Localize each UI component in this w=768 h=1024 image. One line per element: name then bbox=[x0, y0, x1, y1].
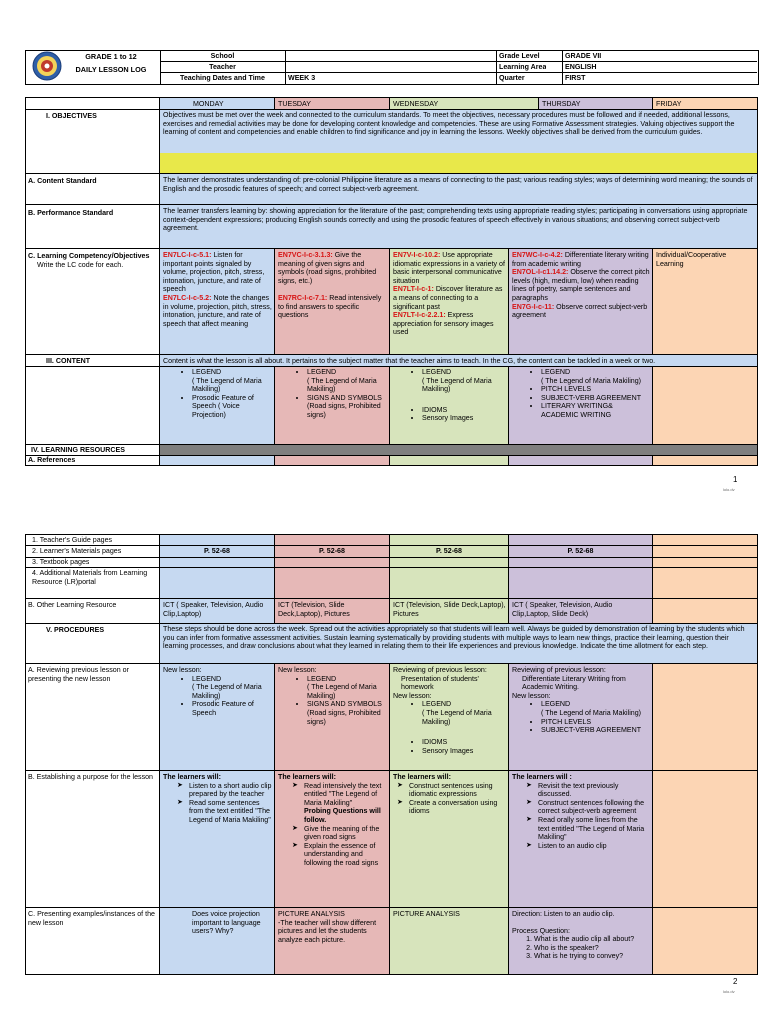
a-item: • Prosodic Feature of Speech bbox=[192, 700, 273, 717]
c-head: PICTURE ANALYSIS bbox=[278, 910, 345, 918]
page-number-2: 2 bbox=[733, 978, 738, 986]
b-monday bbox=[163, 773, 273, 825]
content-item: • PITCH LEVELS bbox=[541, 385, 651, 394]
lm-pages-mon: P. 52-68 bbox=[204, 547, 230, 555]
lc-text: Differentiate literary writing from academic writing bbox=[512, 251, 649, 268]
lc-label: C. Learning Competency/Objectives bbox=[28, 252, 150, 260]
a-review: Presentation of students' homework bbox=[401, 674, 479, 692]
content-item: • Prosodic Feature of Speech ( Voice Projection) bbox=[192, 394, 273, 420]
content-item: • LEGEND bbox=[541, 368, 651, 377]
content-item: ( The Legend of Maria Makiling) bbox=[422, 376, 492, 394]
objectives-label: I. OBJECTIVES bbox=[46, 112, 97, 120]
content-item: ( The Legend of Maria Makiling) bbox=[192, 376, 262, 394]
lc-code: EN7WC-I-c-4.2: bbox=[512, 251, 563, 259]
olr-thu: ICT ( Speaker, Television, Audio Clip,Laptop, Slide Deck) bbox=[512, 601, 613, 618]
objectives-text: Objectives must be met over the week and connected to the curriculum standards. To meet the objectives, necessary procedures must be followed and if needed, additional lessons, exercises and remedial activities may be done for developing content knowledge and competencies. These are using Formative Assessment strategies. Valuing objectives support the learning of content and competencies and enable children to find significance and joy in learning the lessons. Weekly objectives shall be derived from the curriculum guides. bbox=[163, 111, 735, 137]
a-item: • Sensory Images bbox=[422, 747, 507, 756]
page-footer-1: lolo.dv bbox=[723, 487, 735, 492]
proc-label: V. PROCEDURES bbox=[46, 626, 105, 634]
lc-text: Use appropriate idiomatic expressions in a variety of basic interpersonal communicative situation bbox=[393, 251, 505, 285]
b-head: The learners will: bbox=[393, 773, 451, 781]
a-wednesday bbox=[393, 666, 507, 755]
tb-label: 3. Textbook pages bbox=[32, 558, 90, 566]
tg-label: 1. Teacher's Guide pages bbox=[32, 536, 113, 544]
lc-monday bbox=[163, 251, 273, 354]
a-head: Reviewing of previous lesson: bbox=[393, 666, 487, 674]
content-item: • SUBJECT-VERB AGREEMENT bbox=[541, 394, 651, 403]
b-item: ➤ Give the meaning of the given road signs bbox=[292, 825, 388, 842]
dates-label: Teaching Dates and Time bbox=[180, 74, 265, 82]
b-item: ➤ Construct sentences following the correct subject-verb agreement bbox=[526, 799, 651, 816]
page-number-1: 1 bbox=[733, 476, 738, 484]
day-thursday: THURSDAY bbox=[542, 100, 581, 108]
content-item: • LEGEND bbox=[192, 368, 273, 377]
content-item: • LITERARY WRITING& ACADEMIC WRITING bbox=[541, 402, 651, 419]
content-item: • Sensory Images bbox=[422, 414, 507, 423]
a-item: • SIGNS AND SYMBOLS (Road signs, Prohibited signs) bbox=[307, 700, 388, 726]
a-item: • LEGEND bbox=[307, 675, 388, 684]
header-title-1: GRADE 1 to 12 bbox=[85, 53, 137, 61]
teacher-label: Teacher bbox=[209, 63, 236, 71]
lc-tuesday bbox=[278, 251, 388, 354]
content-tuesday bbox=[278, 368, 388, 444]
lm-pages-wed: P. 52-68 bbox=[436, 547, 462, 555]
b-item: ➤ Read intensively the text entitled "The Legend of Maria Makiling" bbox=[292, 782, 388, 808]
lc-text: Observe the correct pitch levels (high, medium, low) when reading lines of poetry, sample sentences and paragraphs bbox=[512, 268, 650, 302]
lc-code: EN7LT-I-c-2.2.1: bbox=[393, 311, 446, 320]
yellow-band bbox=[160, 153, 757, 173]
b-item: ➤ Listen to an audio clip bbox=[526, 842, 651, 851]
a-head: New lesson: bbox=[278, 666, 317, 674]
day-tuesday: TUESDAY bbox=[278, 100, 311, 108]
content-item: • LEGEND bbox=[422, 368, 507, 377]
a-item: • LEGEND bbox=[192, 675, 273, 684]
b-item: ➤ Revisit the text previously discussed. bbox=[526, 782, 651, 799]
c-monday: Does voice projection important to language users? Why? bbox=[192, 910, 261, 936]
proc-text: These steps should be done across the week. Spread out the activities appropriately so that students will learn well. Always be guided by demonstration of learning by the students which you can infer from formative assessment activities. Sustain learning systematically by providing students with multiple ways to learn new things, practice their learning, question their learning processes, and draw conclusions about what they learned in relating them to their life experiences and previous knowledge. Indicate the time allotment for each step. bbox=[163, 625, 745, 651]
b-tuesday bbox=[278, 773, 388, 868]
content-std-text: The learner demonstrates understanding of: pre-colonial Philippine literature as a means of connecting to the past; various reading styles; ways of determining word meaning; the sounds of English and the prosodic features of speech; and correct subject-verb agreement. bbox=[163, 176, 753, 193]
c-label: C. Presenting examples/instances of the new lesson bbox=[28, 910, 155, 927]
content-item: ( The Legend of Maria Makiling) bbox=[541, 376, 642, 385]
c-tuesday bbox=[278, 910, 388, 944]
olr-tue: ICT (Television, Slide Deck,Laptop), Pictures bbox=[278, 601, 350, 618]
area-value: ENGLISH bbox=[565, 63, 597, 71]
b-head: The learners will: bbox=[163, 773, 221, 781]
lc-thursday bbox=[512, 251, 651, 354]
b-item: ➤ Explain the essence of understanding and following the road signs bbox=[292, 842, 388, 868]
lc-code: EN7RC-I-c-7.1: bbox=[278, 293, 328, 302]
lc-wednesday bbox=[393, 251, 507, 354]
header-title-2: DAILY LESSON LOG bbox=[75, 66, 147, 74]
perf-std-text: The learner transfers learning by: showing appreciation for the literature of the past; comprehending texts using appropriate reading styles; participating in conversations using appropriate context-dependent expressions; producing English sounds correctly and using the prosodic features of speech effectively in various situations; and observing correct subject-verb agreement. bbox=[163, 207, 748, 233]
lc-code: EN7V-I-c-10.2: bbox=[393, 251, 441, 259]
quarter-label: Quarter bbox=[499, 74, 525, 82]
lc-text: Note the changes in volume, projection, pitch, stress, intonation, juncture, and rate of speech that affect meaning bbox=[163, 293, 272, 328]
lc-text: Express appreciation for sensory images used bbox=[393, 311, 494, 337]
olr-wed: ICT (Television, Slide Deck,Laptop), Pictures bbox=[393, 601, 506, 618]
a-item: • LEGEND bbox=[422, 700, 507, 709]
b-head: The learners will: bbox=[278, 773, 336, 781]
c-process: Process Question: bbox=[512, 926, 570, 935]
b-item: ➤ Create a conversation using idioms bbox=[397, 799, 507, 816]
day-friday: FRIDAY bbox=[656, 100, 682, 108]
a-item: • PITCH LEVELS bbox=[541, 718, 651, 727]
content-thursday bbox=[512, 368, 651, 444]
resources-label: IV. LEARNING RESOURCES bbox=[31, 446, 125, 454]
a-item: ( The Legend of Maria Makiling) bbox=[541, 708, 642, 717]
a-item: • SUBJECT-VERB AGREEMENT bbox=[541, 726, 651, 735]
b-item: ➤ Construct sentences using idiomatic expressions bbox=[397, 782, 507, 799]
b-wednesday bbox=[393, 773, 507, 816]
page-footer-2: lolo.dv bbox=[723, 989, 735, 994]
content-item: ( The Legend of Maria Makiling) bbox=[307, 376, 377, 394]
a-head: New lesson: bbox=[512, 691, 551, 700]
a-monday bbox=[163, 666, 273, 718]
b-item: ➤ Read orally some lines from the text entitled "The Legend of Maria Makiling" bbox=[526, 816, 651, 842]
a-item: ( The Legend of Maria Makiling) bbox=[422, 708, 492, 726]
lc-sub-label: Write the LC code for each. bbox=[37, 261, 124, 269]
lc-code: EN7OL-I-c1.14.2: bbox=[512, 268, 569, 277]
dates-value: WEEK 3 bbox=[288, 74, 316, 82]
lc-text: Read intensively to find answers to specific questions bbox=[278, 293, 382, 320]
lm-pages-thu: P. 52-68 bbox=[567, 547, 594, 555]
olr-label: B. Other Learning Resource bbox=[28, 601, 117, 609]
a-item: • IDIOMS bbox=[422, 738, 507, 747]
lm-pages-tue: P. 52-68 bbox=[319, 547, 345, 555]
b-head: The learners will : bbox=[512, 773, 572, 781]
a-item: ( The Legend of Maria Makiling) bbox=[192, 683, 262, 700]
b-probe: Probing Questions will follow. bbox=[304, 807, 381, 824]
lc-code: EN7VC-I-c-3.1.3: bbox=[278, 251, 333, 259]
a-thursday bbox=[512, 666, 651, 735]
a-item: • LEGEND bbox=[541, 700, 651, 709]
grade-label: Grade Level bbox=[499, 52, 540, 60]
olr-mon: ICT ( Speaker, Television, Audio Clip,Laptop) bbox=[163, 601, 264, 618]
content-label: III. CONTENT bbox=[46, 357, 91, 365]
b-item: ➤ Read some sentences from the text entitled "The Legend of Maria Makiling" bbox=[177, 799, 273, 825]
a-label: A. Reviewing previous lesson or presenting the new lesson bbox=[28, 666, 129, 683]
a-head: Reviewing of previous lesson: bbox=[512, 666, 606, 674]
grade-value: GRADE VII bbox=[565, 52, 602, 60]
lc-code: EN7G-I-c-11: bbox=[512, 302, 555, 311]
c-question: 2. Who is the speaker? bbox=[534, 944, 651, 953]
lc-code: EN7LT-I-c-1: bbox=[393, 285, 434, 294]
content-std-label: A. Content Standard bbox=[28, 177, 97, 185]
day-monday: MONDAY bbox=[193, 100, 224, 108]
day-wednesday: WEDNESDAY bbox=[393, 100, 439, 108]
deped-seal-logo bbox=[32, 51, 62, 81]
content-item: • LEGEND bbox=[307, 368, 388, 377]
lm-label: 2. Learner's Materials pages bbox=[32, 547, 122, 555]
perf-std-label: B. Performance Standard bbox=[28, 209, 114, 217]
a-head: New lesson: bbox=[393, 691, 432, 700]
lc-friday: Individual/Cooperative Learning bbox=[656, 251, 727, 268]
c-head: Direction: Listen to an audio clip. bbox=[512, 910, 615, 918]
content-monday bbox=[163, 368, 273, 444]
lc-code: EN7LC-I-c-5.2: bbox=[163, 293, 212, 302]
am-label: 4. Additional Materials from Learning Resource (LR)portal bbox=[32, 569, 148, 586]
c-wednesday: PICTURE ANALYSIS bbox=[393, 910, 460, 918]
lc-text: Give the meaning of given signs and symbols (road signs, prohibited signs, etc.) bbox=[278, 251, 377, 285]
b-item: ➤ Listen to a short audio clip prepared by the teacher bbox=[177, 782, 273, 799]
a-review: Differentiate Literary Writing from Academic Writing. bbox=[522, 674, 626, 692]
content-wednesday bbox=[393, 368, 507, 444]
lc-text: Observe correct subject-verb agreement bbox=[512, 302, 648, 320]
b-thursday bbox=[512, 773, 651, 850]
a-item: ( The Legend of Maria Makiling) bbox=[307, 683, 377, 700]
c-thursday bbox=[512, 910, 651, 961]
c-question: 1. What is the audio clip all about? bbox=[534, 935, 651, 944]
area-label: Learning Area bbox=[499, 63, 547, 71]
content-item: • SIGNS AND SYMBOLS (Road signs, Prohibited signs) bbox=[307, 394, 388, 420]
a-head: New lesson: bbox=[163, 666, 202, 674]
a-tuesday bbox=[278, 666, 388, 726]
content-item: • IDIOMS bbox=[422, 406, 507, 415]
b-label: B. Establishing a purpose for the lesson bbox=[28, 773, 154, 781]
references-label: A. References bbox=[28, 456, 76, 464]
quarter-value: FIRST bbox=[565, 74, 586, 82]
lc-code: EN7LC-I-c-5.1: bbox=[163, 251, 212, 259]
lc-text: Listen for important points signaled by volume, projection, pitch, stress, intonation, juncture, and rate of speech bbox=[163, 251, 265, 294]
content-text: Content is what the lesson is all about. It pertains to the subject matter that the teacher aims to teach. In the CG, the content can be tackled in a week or two. bbox=[163, 357, 656, 365]
school-label: School bbox=[210, 52, 235, 60]
lc-text: Discover literature as a means of connecting to a significant past bbox=[393, 285, 503, 311]
c-question: 3. What is he trying to convey? bbox=[534, 952, 651, 961]
c-text: -The teacher will show different pictures and let the students analyze each picture. bbox=[278, 918, 377, 944]
